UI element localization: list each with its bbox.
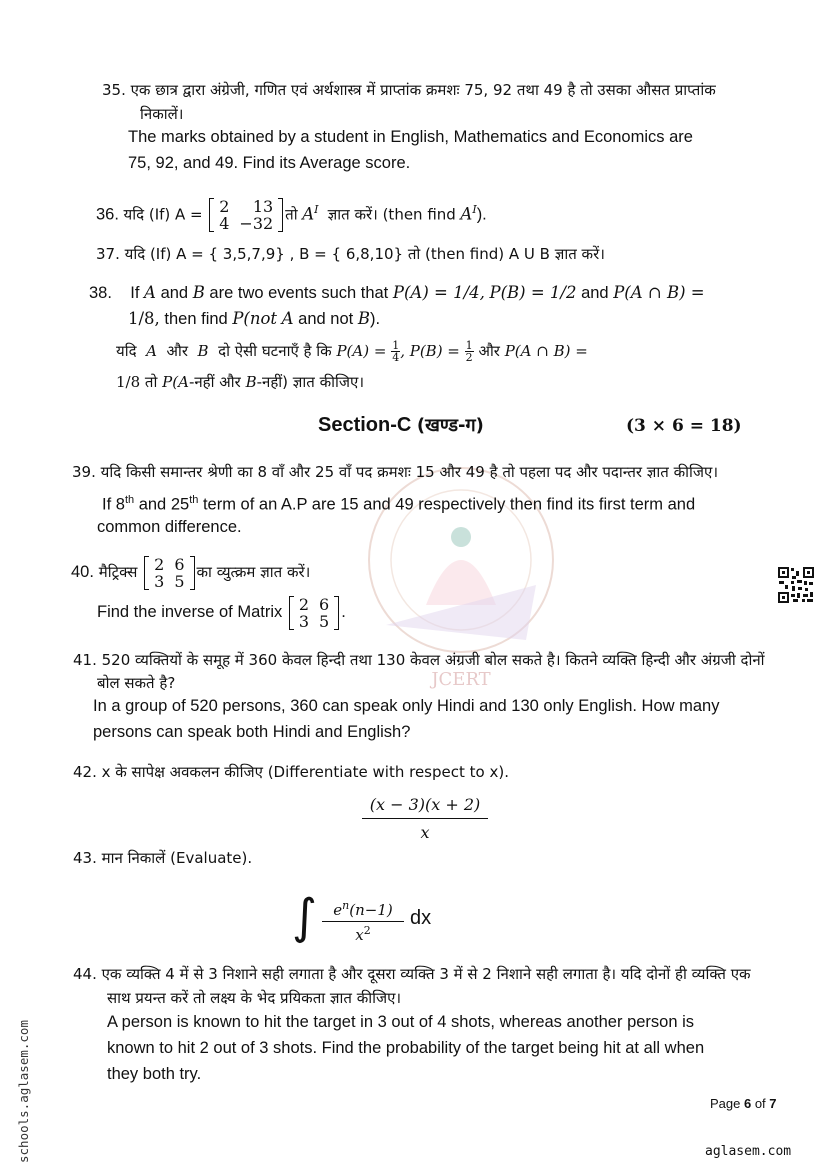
q43-question: 43. मान निकालें (Evaluate). (73, 849, 253, 867)
q35-hindi-line2: निकालें। (140, 105, 184, 123)
q42-question: 42. x के सापेक्ष अवकलन कीजिए (Differentiate with respect to x). (73, 763, 509, 781)
q44-hindi-line2: साथ प्रयन्त करें तो लक्ष्य के भेद प्रयिकता ज्ञात कीजिए। (107, 989, 402, 1007)
q39-english-line2: common difference. (97, 518, 242, 536)
q43-fraction: $e^n(n-1)$ $x^2$ (322, 899, 404, 944)
q43-dx: dx (410, 907, 432, 929)
q39-english-line1: If 8th and 25th term of an A.P are 15 and 49 respectively then find its first term and (102, 494, 696, 514)
q35-english-line2: 75, 92, and 49. Find its Average score. (128, 154, 411, 172)
q36-question: 36. यदि (If) A = 2 13 4 −32 तो $A^I$ ज्ञात करें। (then find $A^I$). (96, 197, 487, 234)
q38-hindi-line1: यदि A और B दो ऐसी घटनाएँ है कि P(A) = $\frac{1}{4}$ , P(B) = $\frac{1}{2}$ और P(A ∩ B) = (116, 339, 588, 364)
q38-hindi-line2: 1/8 तो P(A-नहीं और B-नहीं) ज्ञात कीजिए। (116, 373, 365, 391)
q42-numerator: (x − 3)(x + 2) (362, 795, 488, 819)
footer-site: aglasem.com (705, 1144, 792, 1159)
q40-english: Find the inverse of Matrix 2 6 3 5 . (97, 594, 346, 631)
q41-english-line2: persons can speak both Hindi and English? (93, 723, 411, 741)
side-site-label: schools.aglasem.com (16, 1020, 31, 1163)
section-marks: (3 × 6 = 18) (626, 416, 742, 436)
q38-english-line2: 1/8, then find P(not A and not B). (128, 309, 381, 328)
q40-matrix-hindi: 2 6 3 5 (144, 556, 194, 590)
side-site-text (14, 968, 34, 1163)
q44-english-line1: A person is known to hit the target in 3 out of 4 shots, whereas another person is (107, 1013, 695, 1031)
q36-matrix: 2 13 4 −32 (209, 198, 283, 232)
q40-matrix-english: 2 6 3 5 (289, 596, 339, 630)
q37-question: 37. यदि (If) A = { 3,5,7,9} , B = { 6,8,10} तो (then find) A U B ज्ञात करें। (96, 245, 605, 263)
q41-hindi-line1: 41. 520 व्यक्तियों के समूह में 360 केवल हिन्दी तथा 130 केवल अंग्रजी बोल सकते है। कितने व्यक्ति हिन्दी और अंग्रजी दोनों (73, 651, 765, 669)
q44-hindi-line1: 44. एक व्यक्ति 4 में से 3 निशाने सही लगाता है और दूसरा व्यक्ति 3 में से 2 निशाने सही लगाता है। यदि दोनों ही व्यक्ति एक (73, 965, 751, 983)
q38-english-line1: 38. If A and B are two events such that P(A) = 1/4, P(B) = 1/2 and P(A ∩ B) = (89, 283, 705, 302)
q40-hindi: 40. मैट्रिक्स 2 6 3 5 का व्युत्क्रम ज्ञात करें। (71, 554, 311, 591)
q35-hindi-line1: 35. एक छात्र द्वारा अंग्रेजी, गणित एवं अर्थशास्त्र में प्राप्तांक क्रमशः 75, 92 तथा 49 है तो उसका औसत प्राप्तांक (102, 81, 716, 99)
q42-denominator: x (420, 823, 430, 842)
q41-english-line1: In a group of 520 persons, 360 can speak only Hindi and 130 only English. How many (93, 697, 720, 715)
watermark-label: JCERT (431, 669, 491, 690)
page-number: Page 6 of 7 (710, 1096, 777, 1111)
q41-hindi-line2: बोल सकते है? (97, 674, 176, 692)
section-title: Section-C (खण्ड-ग) (318, 414, 484, 436)
q38-fraction-a: $\frac{1}{4}$ (392, 339, 400, 364)
integral-sign: ∫ (292, 889, 318, 945)
q42-expression (362, 795, 488, 842)
qr-code-icon (777, 566, 815, 604)
q35-english-line1: The marks obtained by a student in English, Mathematics and Economics are (128, 128, 693, 146)
q44-english-line2: known to hit 2 out of 3 shots. Find the probability of the target being hit at all when (107, 1039, 705, 1057)
q38-fraction-b: $\frac{1}{2}$ (465, 339, 473, 364)
q39-hindi: 39. यदि किसी समान्तर श्रेणी का 8 वाँ और 25 वाँ पद क्रमशः 15 और 49 है तो पहला पद और पदान्तर ज्ञात कीजिए। (72, 463, 719, 481)
q44-english-line3: they both try. (107, 1065, 202, 1083)
